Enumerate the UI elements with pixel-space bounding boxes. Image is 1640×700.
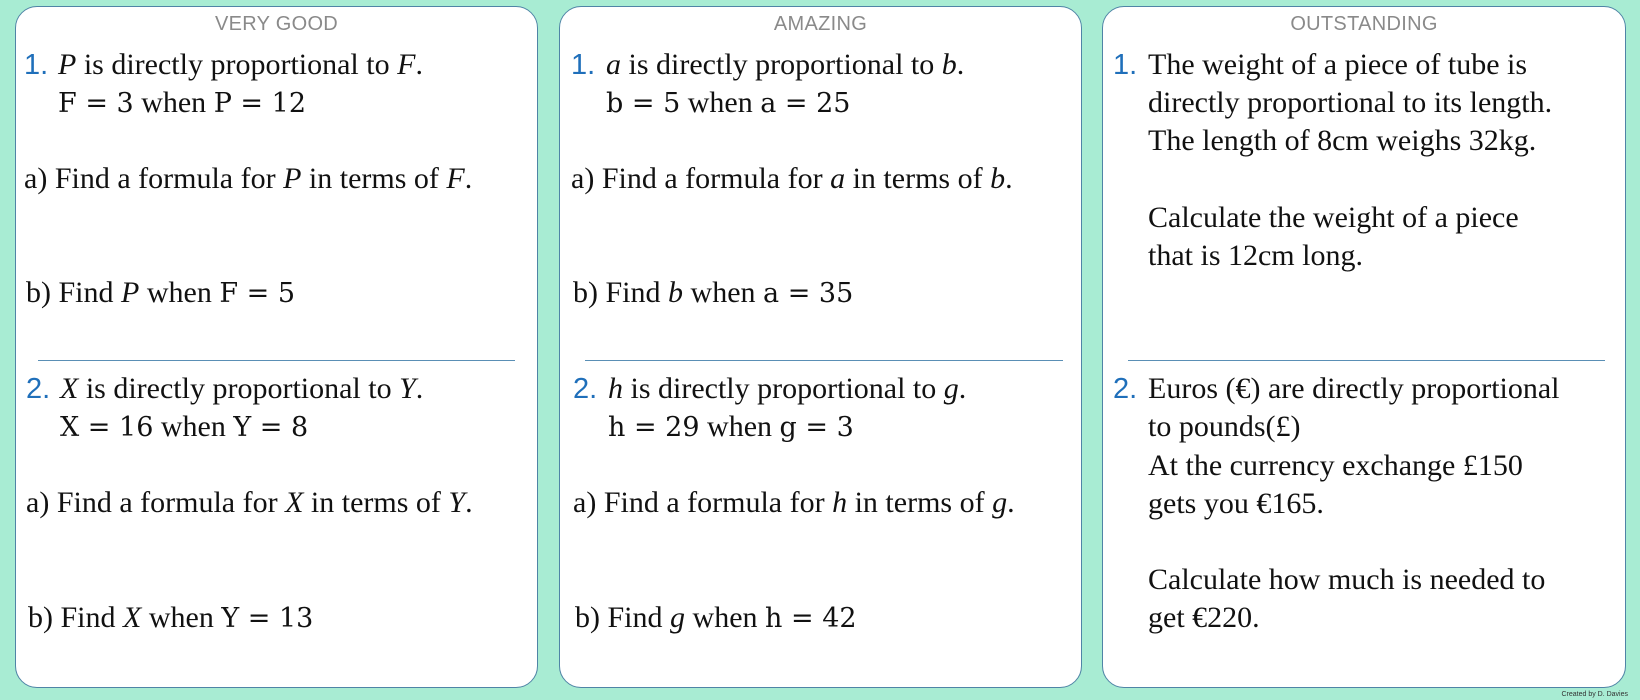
- question-condition: F = 3 when P = 12: [58, 86, 306, 119]
- credit-text: Created by D. Davies: [1561, 691, 1628, 698]
- part-a: a) Find a formula for a in terms of b.: [571, 162, 1013, 195]
- question-condition: h = 29 when g = 3: [608, 410, 854, 443]
- question-number: 1.: [571, 49, 596, 81]
- question-condition: X = 16 when Y = 8: [60, 410, 309, 443]
- question-text-line: get €220.: [1148, 601, 1260, 634]
- question-text-line: The length of 8cm weighs 32kg.: [1148, 124, 1537, 157]
- divider: [585, 360, 1063, 361]
- question-text-line: The weight of a piece of tube is: [1148, 48, 1528, 81]
- card-amazing: [559, 6, 1082, 688]
- question-text-line: Calculate the weight of a piece: [1148, 201, 1519, 234]
- question-number: 1.: [1113, 49, 1138, 81]
- part-b: b) Find X when Y = 13: [28, 601, 314, 634]
- question-text-line: At the currency exchange £150: [1148, 449, 1523, 482]
- part-a: a) Find a formula for h in terms of g.: [573, 486, 1015, 519]
- part-a: a) Find a formula for X in terms of Y.: [26, 486, 473, 519]
- divider: [38, 360, 515, 361]
- question-text-line: Calculate how much is needed to: [1148, 563, 1546, 596]
- part-b: b) Find g when h = 42: [575, 601, 857, 634]
- question-condition: b = 5 when a = 25: [606, 86, 851, 119]
- question-number: 2.: [26, 373, 51, 405]
- question-number: 2.: [573, 373, 598, 405]
- question-text-line: Euros (€) are directly proportional: [1148, 372, 1560, 405]
- question-statement: h is directly proportional to g.: [608, 372, 967, 405]
- part-b: b) Find b when a = 35: [573, 276, 854, 309]
- question-text-line: to pounds(£): [1148, 410, 1301, 443]
- divider: [1128, 360, 1605, 361]
- question-text-line: gets you €165.: [1148, 487, 1324, 520]
- question-text-line: that is 12cm long.: [1148, 239, 1363, 272]
- question-statement: a is directly proportional to b.: [606, 48, 965, 81]
- question-statement: P is directly proportional to F.: [58, 48, 423, 81]
- card-title: VERY GOOD: [214, 13, 339, 35]
- question-number: 2.: [1113, 373, 1138, 405]
- card-very-good: [15, 6, 538, 688]
- question-statement: X is directly proportional to Y.: [60, 372, 424, 405]
- part-a: a) Find a formula for P in terms of F.: [24, 162, 473, 195]
- card-title: OUTSTANDING: [1290, 13, 1438, 35]
- card-outstanding: [1102, 6, 1626, 688]
- question-number: 1.: [24, 49, 49, 81]
- question-text-line: directly proportional to its length.: [1148, 86, 1553, 119]
- card-title: AMAZING: [773, 13, 868, 35]
- part-b: b) Find P when F = 5: [26, 276, 296, 309]
